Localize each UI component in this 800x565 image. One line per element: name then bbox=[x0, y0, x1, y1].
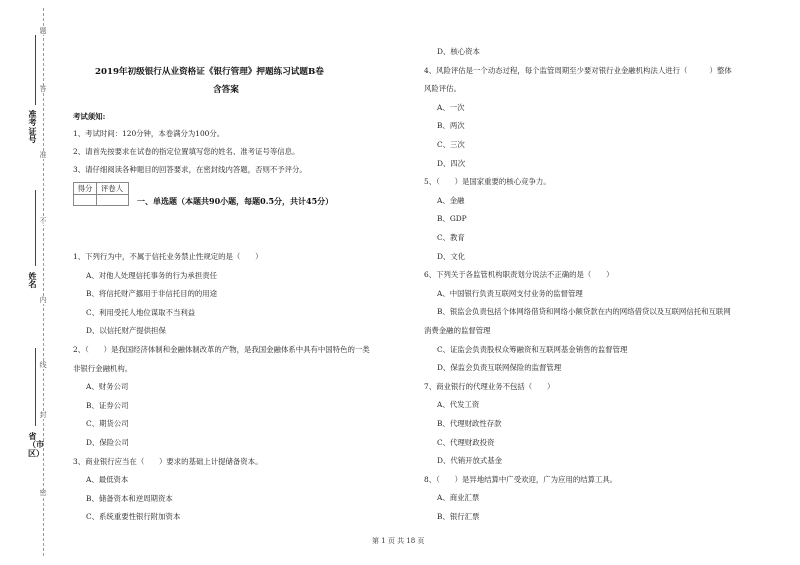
answer-option: A、金融 bbox=[437, 195, 465, 205]
answer-option: D、核心资本 bbox=[437, 47, 480, 56]
seal-char: 内 bbox=[39, 296, 47, 304]
score-label: 得分 bbox=[74, 183, 97, 195]
answer-option: C、期货公司 bbox=[86, 419, 129, 429]
answer-option: B、银监会负责包括个体网络借贷和网络小额贷款在内的网络借贷以及互联网信托和互联网 bbox=[437, 307, 731, 317]
answer-option: B、储备资本和逆周期资本 bbox=[86, 493, 173, 503]
notice-item: 3、请仔细阅读各种题目的回答要求，在密封线内答题，否则不予评分。 bbox=[73, 165, 307, 174]
answer-option: A、中国银行负责互联网支付业务的监督管理 bbox=[437, 288, 583, 298]
seal-char: 密 bbox=[39, 489, 47, 497]
answer-option: D、保险公司 bbox=[86, 438, 129, 447]
answer-option: C、三次 bbox=[437, 140, 465, 149]
score-box bbox=[73, 182, 129, 206]
answer-option: D、代销开放式基金 bbox=[437, 456, 503, 466]
grader-label: 评卷人 bbox=[96, 183, 128, 195]
question-text: 1、下列行为中，不属于信托业务禁止性规定的是（ ） bbox=[73, 252, 263, 261]
province-underline bbox=[35, 348, 36, 426]
seal-char: 线 bbox=[39, 361, 47, 369]
seal-char: 答 bbox=[39, 85, 47, 93]
exam-number-label: 准考证号 bbox=[28, 109, 37, 145]
notice-heading: 考试须知: bbox=[73, 112, 106, 121]
notice-item: 1、考试时间：120分钟，本卷满分为100分。 bbox=[73, 129, 225, 138]
answer-option: C、代理财政投资 bbox=[437, 437, 495, 447]
question-text: 5、（ ）是国家重要的核心竞争力。 bbox=[424, 177, 551, 187]
answer-option: A、一次 bbox=[437, 102, 465, 112]
score-box-divider bbox=[96, 194, 97, 205]
answer-option: C、系统重要性银行附加资本 bbox=[86, 512, 181, 522]
answer-option: B、将信托财产挪用于非信托目的的用途 bbox=[86, 289, 218, 299]
question-text: 8、（ ）是异地结算中广受欢迎，广为应用的结算工具。 bbox=[424, 474, 618, 484]
page-footer: 第 1 页 共 18 页 bbox=[372, 537, 425, 545]
answer-option: B、GDP bbox=[437, 214, 467, 224]
seal-char: 准 bbox=[39, 151, 47, 159]
question-text: 7、商业银行的代理业务不包括（ ） bbox=[424, 381, 555, 391]
question-continuation: 风险评估。 bbox=[424, 84, 461, 94]
answer-option: A、财务公司 bbox=[86, 382, 129, 392]
question-text: 6、下列关于各监管机构职责划分说法不正确的是（ ） bbox=[424, 270, 614, 280]
section-heading: 一、单选题（本题共90小题，每题0.5分，共计45分） bbox=[137, 196, 334, 206]
answer-option: B、两次 bbox=[437, 121, 465, 131]
answer-option: D、以信托财产提供担保 bbox=[86, 326, 166, 336]
answer-option: C、利用受托人地位谋取不当利益 bbox=[86, 307, 196, 317]
answer-option: D、文化 bbox=[437, 251, 466, 261]
name-underline bbox=[35, 190, 36, 266]
notice-item: 2、请首先按要求在试卷的指定位置填写您的姓名、准考证号等信息。 bbox=[73, 147, 300, 156]
answer-option: D、保监会负责互联网保险的监督管理 bbox=[437, 363, 562, 373]
question-continuation: 非银行金融机构。 bbox=[73, 363, 133, 373]
province-label: 省（市区） bbox=[28, 431, 44, 458]
seal-char: 封 bbox=[39, 411, 47, 419]
answer-option: C、教育 bbox=[437, 233, 465, 242]
document-title-continued: 含答案 bbox=[213, 85, 239, 95]
answer-option: D、四次 bbox=[437, 158, 466, 168]
question-text: 2、（ ）是我国经济体制和金融体制改革的产物，是我国金融体系中具有中国特色的一类 bbox=[73, 345, 370, 354]
answer-option: A、代发工资 bbox=[437, 400, 480, 410]
exam-number-underline bbox=[35, 35, 36, 105]
seal-char: 不 bbox=[39, 217, 47, 225]
seal-char: 题 bbox=[39, 27, 47, 35]
answer-option: B、证券公司 bbox=[86, 400, 129, 410]
document-title: 2019年初级银行从业资格证《银行管理》押题练习试题B卷 bbox=[95, 67, 324, 77]
question-text: 3、商业银行应当在（ ）要求的基础上计提储备资本。 bbox=[73, 456, 263, 466]
question-continuation: 消费金融的监督管理 bbox=[424, 326, 491, 335]
answer-option: A、对他人处理信托事务的行为承担责任 bbox=[86, 270, 217, 280]
name-label: 姓名 bbox=[28, 271, 37, 290]
answer-option: B、银行汇票 bbox=[437, 512, 480, 521]
question-text: 4、风险评估是一个动态过程，每个监管周期至少要对银行业金融机构法人进行（ ）整体 bbox=[424, 65, 732, 75]
answer-option: A、商业汇票 bbox=[437, 493, 480, 503]
answer-option: A、最低资本 bbox=[86, 475, 129, 485]
answer-option: C、证监会负责股权众筹融资和互联网基金销售的监督管理 bbox=[437, 344, 628, 354]
answer-option: B、代理财政性存款 bbox=[437, 419, 502, 428]
